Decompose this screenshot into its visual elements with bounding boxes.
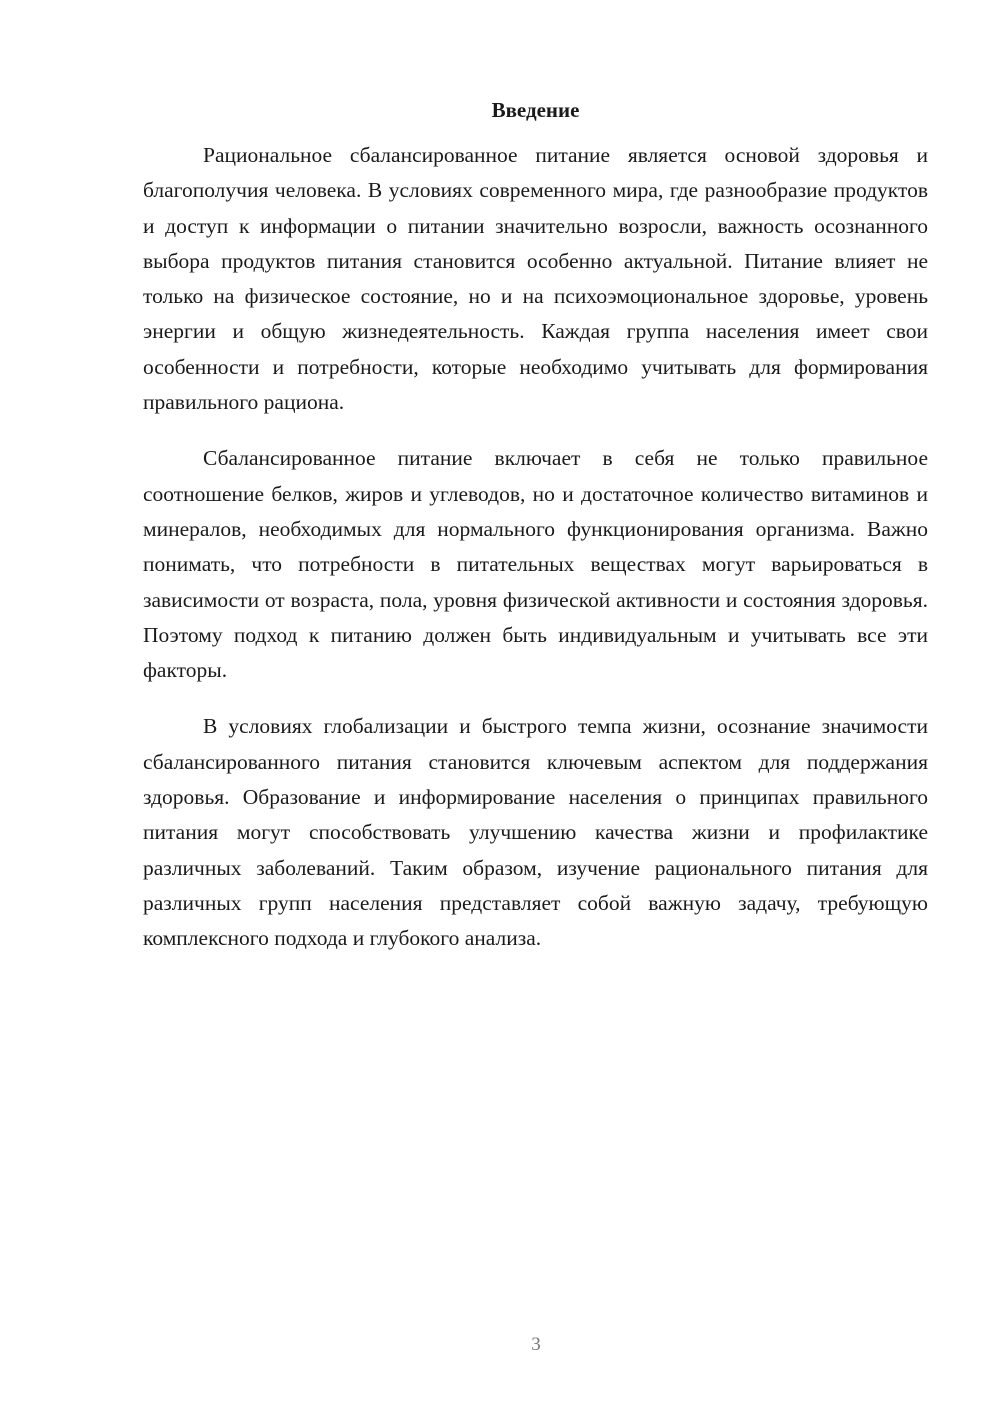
section-title: Введение — [491, 98, 580, 122]
document-page — [143, 96, 928, 978]
paragraph-3: В условиях глобализации и быстрого темпа жизни, осознание значимости сбалансированного питания становится ключевым аспектом для поддержания здоровья. Образование и информирование населения о принципах правильного питания могут способствовать улучшению качества жизни и профилактике различных заболеваний. Таким образом, изучение рационального питания для различных групп населения представляет собой важную задачу, требующую комплексного подхода и глубокого анализа. — [143, 714, 928, 951]
paragraph-1: Рациональное сбалансированное питание является основой здоровья и благополучия человека. В условиях современного мира, где разнообразие продуктов и доступ к информации о питании значительно возросли, важность осознанного выбора продуктов питания становится особенно актуальной. Питание влияет не только на физическое состояние, но и на психоэмоциональное здоровье, уровень энергии и общую жизнедеятельность. Каждая группа населения имеет свои особенности и потребности, которые необходимо учитывать для формирования правильного рациона. — [143, 143, 928, 415]
paragraph-2: Сбалансированное питание включает в себя не только правильное соотношение белков, жиров и углеводов, но и достаточное количество витаминов и минералов, необходимых для нормального функционирования организма. Важно понимать, что потребности в питательных веществах могут варьироваться в зависимости от возраста, пола, уровня физической активности и состояния здоровья. Поэтому подход к питанию должен быть индивидуальным и учитывать все эти факторы. — [143, 446, 928, 683]
page-number: 3 — [531, 1334, 541, 1355]
